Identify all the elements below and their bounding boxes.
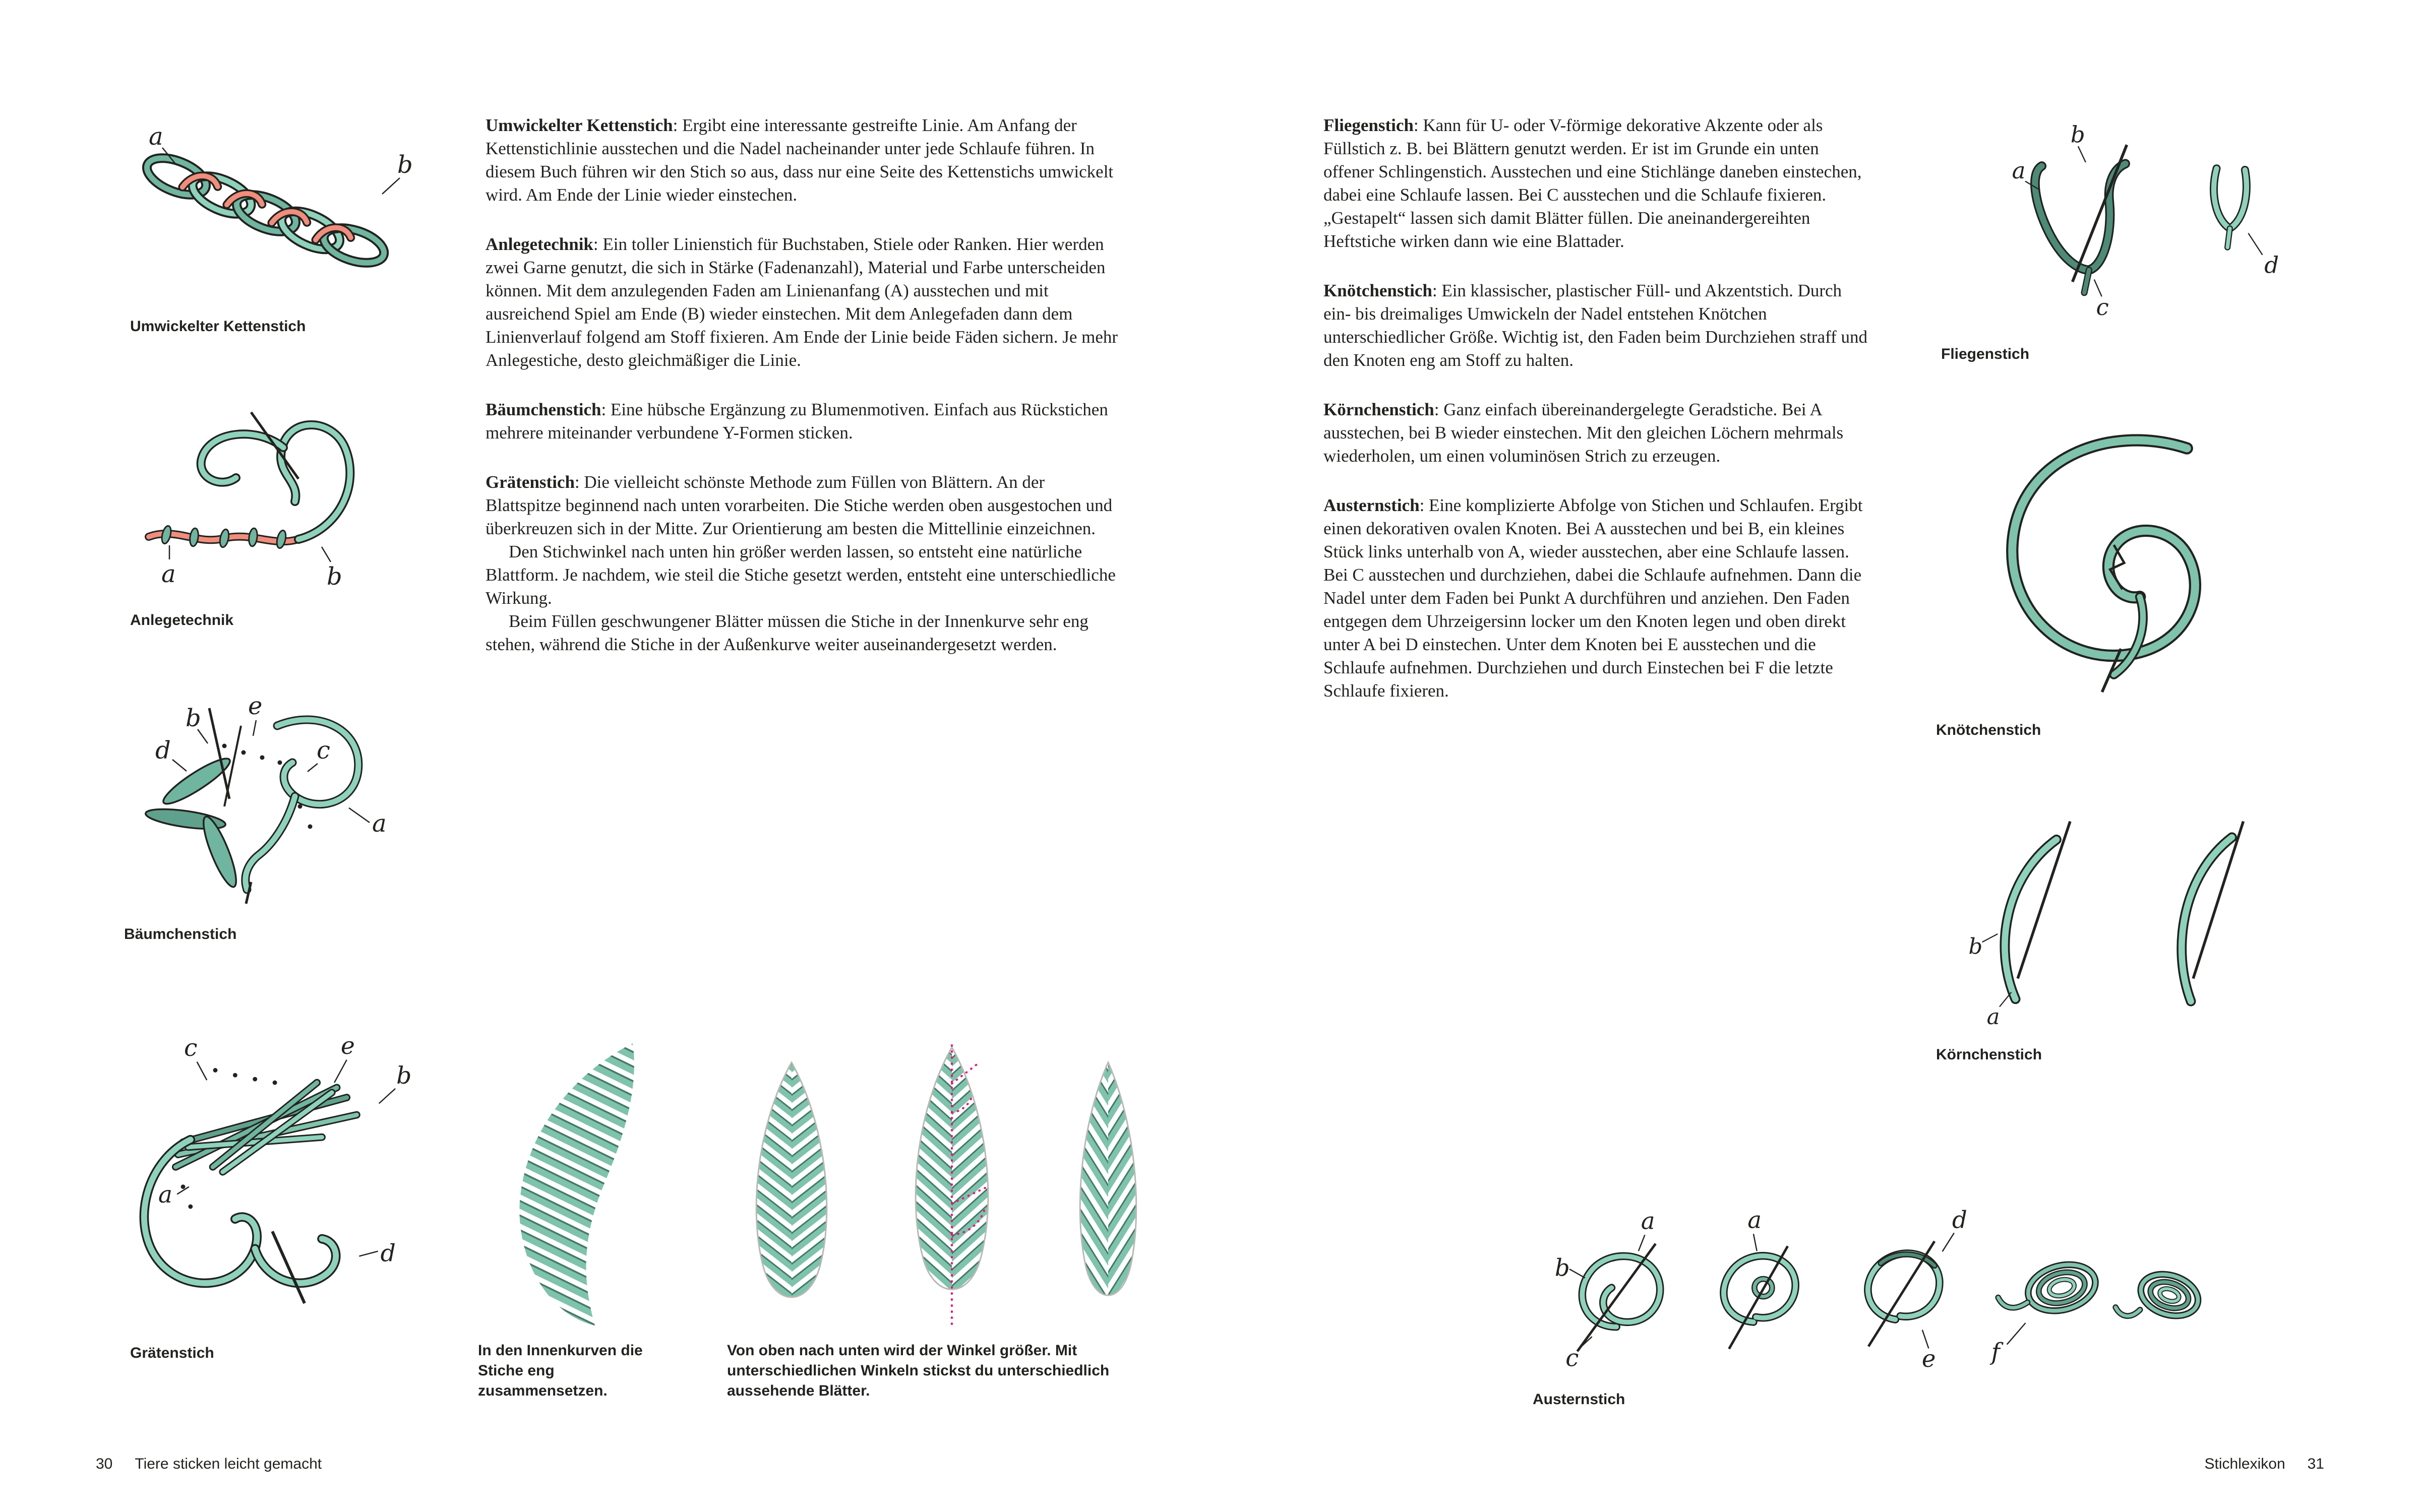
stitch-label-e: e bbox=[340, 1032, 355, 1060]
entry-term: Umwickelter Kettenstich bbox=[486, 115, 673, 135]
chapter-title: Stichlexikon bbox=[2204, 1456, 2285, 1472]
pointer-line bbox=[349, 808, 370, 823]
umwickelter-kettenstich-illustration bbox=[106, 108, 449, 305]
figure-umwickelter-kettenstich bbox=[106, 108, 454, 335]
entry-term: Grätenstich bbox=[486, 472, 575, 492]
stitch-label-b: b bbox=[397, 151, 413, 179]
pointer-line bbox=[172, 760, 187, 771]
entry-graetenstich bbox=[486, 471, 1118, 540]
stitch-label-c: c bbox=[2096, 293, 2109, 321]
working-thread bbox=[246, 720, 358, 904]
stitch-label-b: b bbox=[186, 704, 201, 732]
entry-graetenstich-para2: Den Stichwinkel nach unten hin größer werden lassen, so entsteht eine natürliche Blattform. Je nachdem, wie steil die Stiche gesetzt werden, entsteht eine unterschiedliche Wirkung. bbox=[486, 542, 1116, 608]
pointer-line bbox=[322, 547, 331, 562]
figure-baeumchenstich bbox=[121, 678, 434, 943]
oyster-step-2 bbox=[1724, 1207, 1795, 1349]
chain-links bbox=[142, 151, 388, 270]
graetenstich-illustration bbox=[106, 1023, 449, 1331]
entry-koernchenstich bbox=[1323, 398, 1873, 468]
baeumchenstich-illustration bbox=[121, 678, 424, 915]
branch-stitches bbox=[145, 752, 242, 890]
pointer-line bbox=[359, 1251, 378, 1256]
figure-caption: Knötchenstich bbox=[1936, 722, 2041, 738]
stitch-label-a: a bbox=[149, 122, 163, 151]
koernchenstich-illustration bbox=[1951, 796, 2294, 1033]
figure-koernchenstich bbox=[1936, 796, 2299, 1063]
stitch-label-b: b bbox=[327, 562, 342, 591]
entry-anlegetechnik bbox=[486, 233, 1118, 372]
entry-text: : Kann für U- oder V-förmige dekorative Akzente oder als Füllstich z. B. bei Blättern genutzt werden. Er ist im Grunde ein unten offener Schlingenstich. Ausstechen und eine Stichlänge daneben einstechen, dabei eine Schlaufe lassen. Bei C ausstechen und die Schlaufe fixieren. „Gestapelt“ lassen sich damit Blätter füllen. Die aneinandergereihten Heftstiche wirken dann wie eine Blattader. bbox=[1323, 115, 1862, 251]
pointer-line bbox=[2078, 146, 2086, 162]
entry-text: : Ein klassischer, plastischer Füll- und Akzentstich. Durch ein- bis dreimaliges Umwickeln der Nadel entstehen Knötchen unterschiedlicher Größe. Wichtig ist, den Faden beim Durchziehen straff und den Knoten eng am Stoff zu halten. bbox=[1323, 281, 1868, 370]
figure-austernstich bbox=[1533, 1205, 2259, 1408]
figure-anlegetechnik bbox=[121, 388, 444, 629]
left-text-column bbox=[486, 114, 1118, 656]
figure-caption: Grätenstich bbox=[130, 1345, 214, 1361]
stitch-label-c: c bbox=[317, 736, 330, 765]
straight-stitch-1 bbox=[2005, 822, 2070, 999]
entry-text: : Ein toller Linienstich für Buchstaben, Stiele oder Ranken. Hier werden zwei Garne genutzt, die sich in Stärke (Fadenanzahl), Material und Farbe unterscheiden können. Mit dem anzulegenden Faden am Linienanfang (A) ausstechen und mit ausreichend Spiel am Ende (B) wieder einstechen. Mit dem Anlegefaden dann dem Linienverlauf folgend am Stoff fixieren. Am Ende der Linie beide Fäden sichern. Je mehr Anlegestiche, desto gleichmäßiger die Linie. bbox=[486, 234, 1118, 370]
entry-text: : Eine komplizierte Abfolge von Stichen und Schlaufen. Ergibt einen dekorativen ovalen Knoten. Bei A ausstechen und bei B, ein kleines Stück links unterhalb von A, wieder ausstechen, aber eine Schlaufe lassen. Bei C ausstechen und durchziehen, dabei die Schlaufe aufnehmen. Dann die Nadel unter dem Faden bei Punkt A durchführen und anziehen. Den Faden entgegen dem Uhrzeigersinn locker um den Knoten legen und oben direkt unter A bei D einstechen. Unter dem Knoten bei E ausstechen und die Schlaufe aufnehmen. Durchziehen und durch Einstechen bei F die letzte Schlaufe fixieren. bbox=[1323, 495, 1863, 701]
entry-knoetchenstich bbox=[1323, 279, 1873, 372]
oyster-step-4 bbox=[1990, 1257, 2204, 1365]
pointer-line bbox=[2248, 233, 2262, 255]
working-thread bbox=[201, 425, 350, 539]
stitch-label-c: c bbox=[1565, 1344, 1579, 1371]
pointer-line bbox=[379, 1089, 395, 1104]
knoetchenstich-illustration bbox=[1951, 403, 2244, 706]
right-text-column bbox=[1323, 114, 1873, 729]
stitch-label-d: d bbox=[2264, 251, 2279, 279]
entry-text: : Eine hübsche Ergänzung zu Blumenmotiven. Einfach aus Rückstichen mehrere miteinander verbundene Y-Formen sticken. bbox=[486, 400, 1108, 443]
stitch-label-a: a bbox=[372, 809, 387, 838]
entry-term: Austernstich bbox=[1323, 495, 1420, 515]
figure-fern-leaf bbox=[476, 1031, 678, 1338]
entry-fliegenstich bbox=[1323, 114, 1873, 253]
entry-baeumchenstich bbox=[486, 398, 1118, 445]
entry-austernstich bbox=[1323, 494, 1873, 703]
entry-term: Körnchenstich bbox=[1323, 400, 1434, 419]
entry-term: Bäumchenstich bbox=[486, 400, 601, 419]
page-number-right: 31 bbox=[2307, 1456, 2324, 1472]
small-fly-stitch bbox=[2214, 168, 2247, 247]
stitch-label-a: a bbox=[2012, 157, 2026, 184]
pointer-line bbox=[1982, 934, 1998, 942]
oyster-step-3 bbox=[1868, 1207, 1967, 1371]
entry-term: Anlegetechnik bbox=[486, 234, 593, 254]
figure-caption: Umwickelter Kettenstich bbox=[130, 318, 306, 335]
stitch-label-a: a bbox=[161, 560, 176, 588]
stitch-label-a2: a bbox=[1747, 1206, 1762, 1234]
fern-leaf-shape bbox=[519, 1043, 634, 1326]
leaf-note-angles: Von oben nach unten wird der Winkel größer. Mit unterschiedlichen Winkeln stickst du unterschiedlich aussehende Blätter. bbox=[727, 1342, 1110, 1399]
entry-text: : Ergibt eine interessante gestreifte Linie. Am Anfang der Kettenstichlinie ausstechen und die Nadel nacheinander unter jede Schlaufe führen. In diesem Buch führen wir den Stich so aus, dass nur eine Seite des Kettenstichs umwickelt wird. Am Ende der Linie wieder einstechen. bbox=[486, 115, 1114, 205]
leaf-steep-herringbone-illustration bbox=[1043, 1053, 1174, 1336]
page-number-left: 30 bbox=[96, 1456, 113, 1472]
pointer-line bbox=[2000, 992, 2012, 1007]
stitch-label-d: d bbox=[380, 1239, 396, 1268]
curved-leaf-illustration bbox=[476, 1031, 678, 1338]
entry-text: : Die vielleicht schönste Methode zum Füllen von Blättern. An der Blattspitze beginnend nach unten vorarbeiten. Die Stiche werden oben ausgestochen und überkreuzen sich in der Mitte. Zur Orientierung am besten die Mittellinie einzeichnen. bbox=[486, 472, 1113, 538]
knot-thread bbox=[2012, 440, 2195, 675]
entry-text: : Ganz einfach übereinandergelegte Geradstiche. Bei A ausstechen, bei B wieder einstechen. Mit den gleichen Löchern mehrmals wiederholen, um einen voluminösen Strich zu erzeugen. bbox=[1323, 400, 1844, 466]
stitch-label-e: e bbox=[248, 692, 263, 720]
stitch-label-f: f bbox=[1991, 1338, 2000, 1366]
footer-right bbox=[2205, 1456, 2324, 1473]
entry-term: Fliegenstich bbox=[1323, 115, 1414, 135]
needle-lines bbox=[209, 708, 241, 806]
figure-fliegenstich bbox=[1941, 112, 2314, 363]
stitch-label-b: b bbox=[1968, 934, 1983, 960]
book-title: Tiere sticken leicht gemacht bbox=[135, 1456, 322, 1472]
stitch-label-d: d bbox=[155, 736, 171, 765]
stitch-label-b: b bbox=[2070, 121, 2085, 148]
figure-leaf-full bbox=[723, 1053, 860, 1336]
figure-leaf-annotated bbox=[881, 1037, 1022, 1337]
stitch-label-b: b bbox=[396, 1062, 412, 1090]
needle bbox=[272, 1231, 305, 1303]
figure-leaf-narrow bbox=[1043, 1053, 1174, 1336]
figure-knoetchenstich bbox=[1936, 403, 2269, 739]
stitch-label-a: a bbox=[1641, 1207, 1655, 1235]
leaf-note-inner-curves: In den Innenkurven die Stiche eng zusammensetzen. bbox=[478, 1342, 643, 1399]
stitch-label-a: a bbox=[158, 1181, 173, 1209]
figure-caption: Bäumchenstich bbox=[124, 926, 237, 942]
stitch-label-b: b bbox=[1554, 1254, 1570, 1282]
entry-graetenstich-para3: Beim Füllen geschwungener Blätter müssen die Stiche in der Innenkurve sehr eng stehen, während die Stiche in der Außenkurve weiter auseinandergesetzt werden. bbox=[486, 611, 1088, 654]
stitch-label-d: d bbox=[1952, 1206, 1967, 1234]
pointer-line bbox=[197, 1062, 207, 1080]
herringbone-bundle bbox=[175, 1083, 356, 1172]
entry-umwickelter-kettenstich bbox=[486, 114, 1118, 207]
stitch-label-a: a bbox=[1986, 1004, 2000, 1030]
straight-stitch-2 bbox=[2182, 822, 2243, 1001]
leaf-herringbone-illustration bbox=[723, 1053, 860, 1336]
figure-caption: Anlegetechnik bbox=[130, 612, 234, 628]
figure-caption: Austernstich bbox=[1533, 1391, 1625, 1408]
entry-term: Knötchenstich bbox=[1323, 281, 1432, 300]
needle bbox=[251, 412, 298, 479]
stitch-label-c: c bbox=[184, 1034, 198, 1062]
leaf-angle-annotation-illustration bbox=[881, 1037, 1022, 1337]
pointer-line bbox=[382, 178, 400, 194]
pointer-line bbox=[308, 764, 318, 772]
anlegetechnik-illustration bbox=[121, 388, 434, 600]
pointer-line bbox=[334, 1060, 347, 1083]
stitch-label-e: e bbox=[1921, 1345, 1936, 1371]
figure-caption: Fliegenstich bbox=[1941, 346, 2030, 362]
footer-left bbox=[96, 1456, 322, 1473]
pointer-line bbox=[253, 720, 256, 736]
fliegenstich-illustration bbox=[2002, 112, 2304, 334]
oyster-step-1 bbox=[1555, 1208, 1660, 1371]
figure-graetenstich bbox=[106, 1023, 459, 1362]
figure-caption: Körnchenstich bbox=[1936, 1046, 2042, 1063]
austernstich-illustration bbox=[1533, 1205, 2238, 1371]
